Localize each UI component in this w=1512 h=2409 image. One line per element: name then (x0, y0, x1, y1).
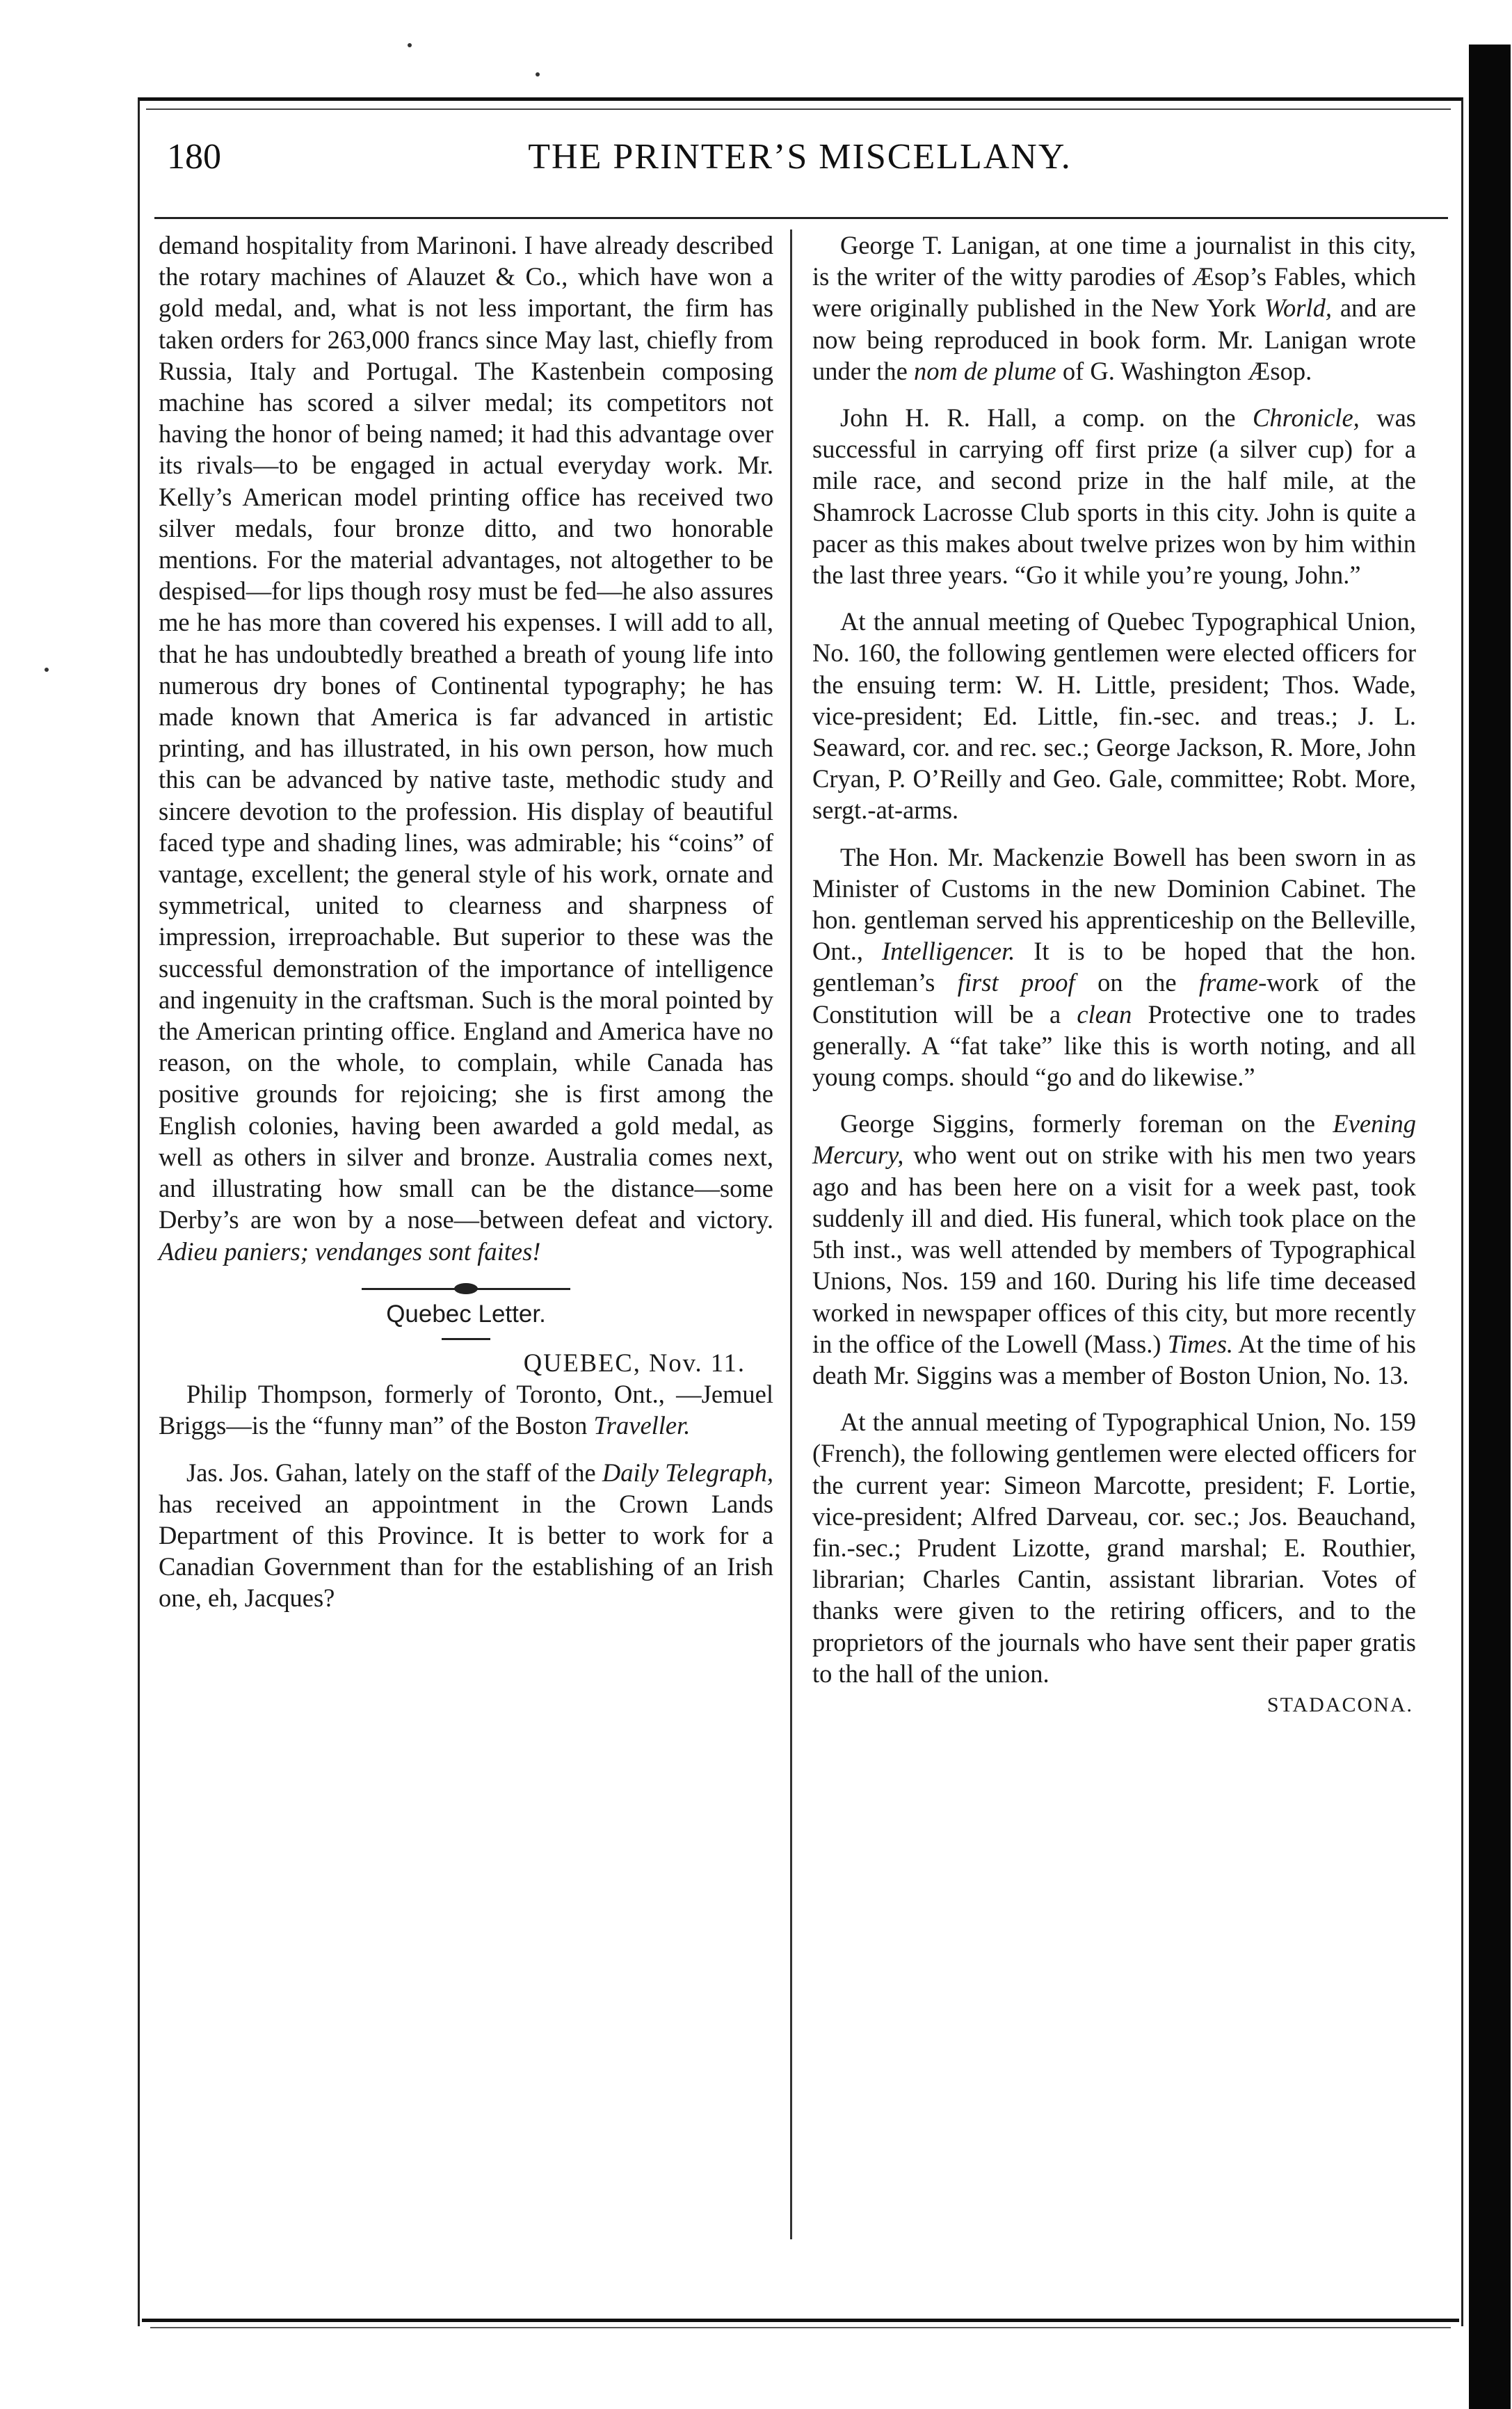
dateline: QUEBEC, Nov. 11. (523, 1348, 746, 1377)
running-head (167, 136, 1433, 192)
italic-phrase: Adieu paniers; vendanges sont faites! (159, 1236, 541, 1266)
paragraph: Philip Thompson, formerly of Toronto, Ont., —Jemuel Briggs—is the “funny man” of the Boston Traveller. (159, 1380, 773, 1440)
scan-speck (536, 72, 540, 76)
left-column (159, 229, 773, 1614)
section-heading: Quebec Letter. (386, 1300, 546, 1328)
running-title: THE PRINTER’S MISCELLANY. (528, 137, 1072, 177)
paragraph: Jas. Jos. Gahan, lately on the staff of the Daily Telegraph, has received an appointment in the Crown Lands Department of this Province. It is better to work for a Canadian Government than for the establishing of an Irish one, eh, Jacques? (159, 1458, 773, 1613)
page-number: 180 (167, 137, 221, 177)
footer-rule-thin (150, 2327, 1451, 2328)
scan-speck (408, 43, 412, 47)
ornamental-rule (362, 1288, 570, 1290)
paragraph: At the annual meeting of Quebec Typographical Union, No. 160, the following gentlemen were elected officers for the ensuing term: W. H. Little, president; Thos. Wade, vice-president; Ed. Little, fin.-sec. and treas.; J. L. Seaward, cor. and rec. sec.; George Jackson, R. More, John Cryan, P. O’Reilly and Geo. Gale, committee; Robt. More, sergt.-at-arms. (812, 607, 1416, 825)
paragraph: The Hon. Mr. Mackenzie Bowell has been sworn in as Minister of Customs in the new Dominion Cabinet. The hon. gentleman served his apprenticeship on the Belleville, Ont., Intelligencer. It is to be hoped that the hon. gentleman’s first proof on the frame-work of the Constitution will be a clean Protective one to trades generally. A “fat take” like this is worth noting, and all young comps. should “go and do likewise.” (812, 842, 1417, 1092)
header-rule (154, 217, 1448, 219)
scan-edge-shadow (1469, 45, 1511, 2409)
paragraph: John H. R. Hall, a comp. on the Chronicle, was successful in carrying off first prize (a silver cup) for a mile race, and second prize in the half mile, at the Shamrock Lacrosse Club sports in this city. John is quite a pacer as this makes about twelve prizes won by him within the last three years. “Go it while you’re young, John.” (812, 403, 1416, 590)
column-divider (790, 229, 792, 2239)
ornament-icon (454, 1283, 478, 1294)
paragraph: At the annual meeting of Typographical Union, No. 159 (French), the following gentlemen were elected officers for the current year: Simeon Marcotte, president; F. Lortie, vice-president; Alfred Darveau, cor. sec.; Jos. Beauchand, fin.-sec.; Prudent Lizotte, grand marshal; E. Routhier, librarian; Charles Cantin, assistant librarian. Votes of thanks were given to the retiring officers, and to the proprietors of the journals who have sent their paper gratis to the hall of the union. (812, 1408, 1416, 1688)
scan-speck (45, 668, 49, 672)
paragraph-text: demand hospitality from Marinoni. I have already described the rotary machines of Alauzet & Co., which have won a gold medal, and, what is not less important, the firm has taken orders for 263,000 francs since May last, chiefly from Russia, Italy and Portugal. The Kastenbein composing machine has scored a silver medal; its competitors not having the honor of being named; it had this advantage over its rivals—to be engaged in actual everyday work. Mr. Kelly’s American model printing office has received two silver medals, four bronze ditto, and two honorable mentions. For the material advantages, not altogether to be despised—for lips though rosy must be fed—he also assures me he has more than covered his expenses. I will add to all, that he has undoubtedly breathed a breath of young life into numerous dry bones of Continental typography; he has made known that America is far advanced in artistic printing, and has illustrated, in his own person, how much this can be advanced by native taste, methodic study and sincere devotion to the profession. His display of beautiful faced type and shading lines, was admirable; his “coins” of vantage, excellent; the general style of his work, ornate and symmetrical, united to clearness and sharpness of impression, irreproachable. But superior to these was the successful demonstration of the importance of intelligence and ingenuity in the craftsman. Such is the moral pointed by the American printing office. England and America have no reason, on the whole, to complain, while Canada has positive grounds for rejoicing; she is first among the English colonies, having been awarded a gold medal, as well as others in silver and bronze. Australia comes next, and illustrating how small can be the distance—some Derby’s are won by a nose—between defeat and victory. (159, 231, 773, 1234)
short-rule (442, 1338, 490, 1340)
paragraph: George T. Lanigan, at one time a journalist in this city, is the writer of the witty parodies of Æsop’s Fables, which were originally published in the New York World, and are now being reproduced in book form. Mr. Lanigan wrote under the nom de plume of G. Washington Æsop. (812, 231, 1416, 385)
signature: STADACONA. (1266, 1693, 1413, 1716)
footer-rule (142, 2319, 1459, 2322)
right-column (812, 229, 1416, 1721)
paragraph: George Siggins, formerly foreman on the Evening Mercury, who went out on strike with his men two years ago and has been here on a visit for a week past, took suddenly ill and died. His funeral, which took place on the 5th inst., was well attended by members of Typographical Unions, Nos. 159 and 160. During his life time deceased worked in newspaper offices of this city, but more recently in the office of the Lowell (Mass.) Times. At the time of his death Mr. Siggins was a member of Boston Union, No. 13. (812, 1109, 1417, 1389)
article-continuation (159, 229, 773, 1267)
frame-inner-rule (146, 108, 1451, 110)
